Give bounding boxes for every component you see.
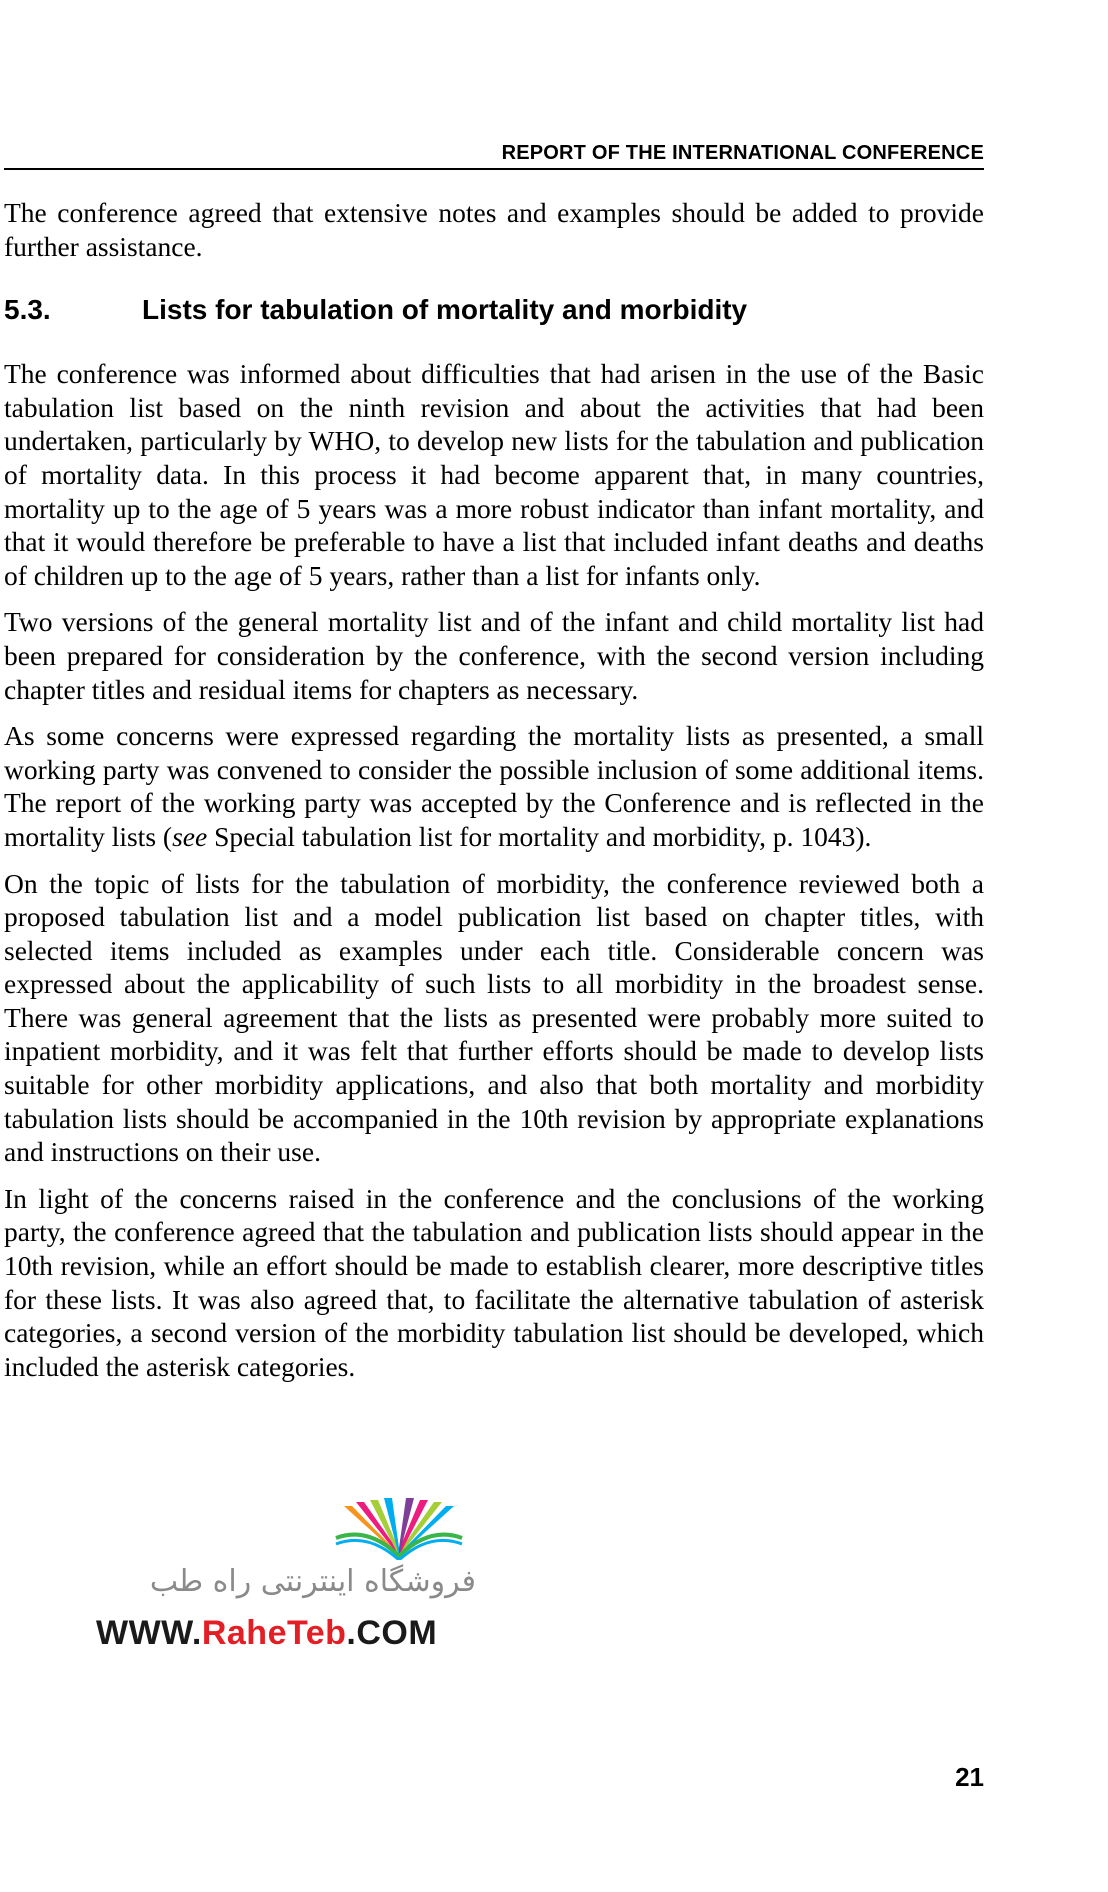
watermark-url (96, 1614, 437, 1653)
body-paragraph: Two versions of the general mortality list and of the infant and child mortality list had been prepared for consideration by the conference, with the second version including chapter titles and residual items for chapters as necessary. (4, 606, 984, 705)
section-number: 5.3. (4, 294, 51, 326)
watermark-url-brand: RaheTeb (201, 1614, 347, 1652)
watermark-url-prefix: WWW. (96, 1614, 202, 1652)
watermark-persian-text: فروشگاه اینترنتی راه طب (149, 1564, 476, 1599)
open-book-icon (334, 1498, 464, 1560)
running-header (4, 138, 984, 170)
watermark (96, 1498, 476, 1658)
running-header-title: REPORT OF THE INTERNATIONAL CONFERENCE (501, 142, 984, 164)
body-paragraph: On the topic of lists for the tabulation of morbidity, the conference reviewed both a proposed tabulation list and a model publication list based on chapter titles, with selected items included as examples under each title. Considerable concern was expressed about the applicability of such lists to all morbidity in the broadest sense. There was general agreement that the lists as presented were probably more suited to inpatient morbidity, and it was felt that further efforts should be made to develop lists suitable for other morbidity applications, and also that both mortality and morbidity tabulation lists should be accompanied in the 10th revision by appropriate explanations and instructions on their use. (4, 867, 984, 1168)
section-title: Lists for tabulation of mortality and morbidity (142, 294, 748, 326)
page-number: 21 (955, 1762, 984, 1792)
body-paragraph (4, 719, 984, 853)
body-paragraph: The conference was informed about difficulties that had arisen in the use of the Basic tabulation list based on the ninth revision and about the activities that had been undertaken, particularly by WHO, to develop new lists for the tabulation and publication of mortality data. In this process it had become apparent that, in many countries, mortality up to the age of 5 years was a more robust indicator than infant mortality, and that it would therefore be preferable to have a list that included infant deaths and deaths of children up to the age of 5 years, rather than a list for infants only. (4, 358, 984, 591)
italic-see: see (172, 820, 208, 852)
section-heading (4, 293, 984, 327)
body-paragraph: In light of the concerns raised in the conference and the conclusions of the working party, the conference agreed that the tabulation and publication lists should appear in the 10th revision, while an effort should be made to establish clearer, more descriptive titles for these lists. It was also agreed that, to facilitate the alternative tabulation of asterisk categories, a second version of the morbidity tabulation list should be developed, which included the asterisk categories. (4, 1182, 984, 1382)
watermark-url-suffix: .COM (346, 1614, 438, 1652)
intro-paragraph: The conference agreed that extensive notes and examples should be added to provide further assistance. (4, 197, 984, 262)
paragraph-text: Special tabulation list for mortality and morbidity, p. 1043). (207, 820, 872, 852)
paragraph-text: As some concerns were expressed regarding the mortality lists as presented, a small working party was convened to consider the possible inclusion of some additional items. The report of the working party was accepted by the Conference and is reflected in the mortality lists ( (4, 720, 984, 852)
page-body (4, 196, 984, 1396)
